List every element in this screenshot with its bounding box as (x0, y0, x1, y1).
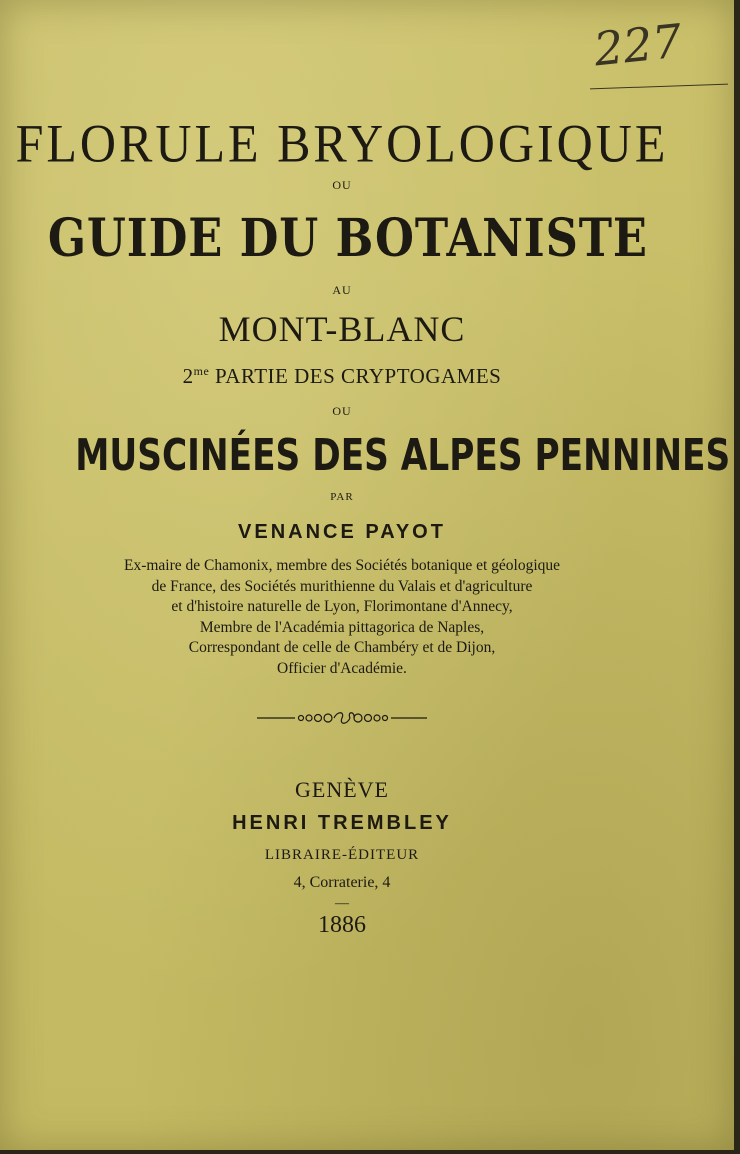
subtitle-ordinal-suffix: me (193, 364, 210, 378)
title-place: MONT-BLANC (218, 309, 466, 349)
handwritten-shelf-mark (590, 14, 730, 96)
title-muscinees: MUSCINÉES DES ALPES PENNINES (75, 430, 731, 481)
conjunction-ou-1: OU (332, 178, 352, 192)
affiliation-line: de France, des Sociétés murithienne du Valais et d'agriculture (151, 577, 533, 595)
imprint-publisher: HENRI TREMBLEY (232, 812, 452, 834)
year-dash-ornament: — (335, 896, 349, 911)
affiliation-line: et d'histoire naturelle de Lyon, Florimontane d'Annecy, (171, 598, 513, 615)
preposition-au: AU (332, 283, 352, 297)
shelf-mark-underline (590, 84, 728, 90)
conjunction-ou-2: OU (332, 404, 352, 418)
title-guide: GUIDE DU BOTANISTE (47, 208, 648, 269)
affiliation-line: Ex-maire de Chamonix, membre des Sociétés botanique et géologique (123, 557, 561, 574)
imprint-role: LIBRAIRE-ÉDITEUR (264, 847, 420, 863)
author-name: VENANCE PAYOT (238, 521, 446, 543)
shelf-number: 227 (591, 13, 685, 77)
imprint-address: 4, Corraterie, 4 (293, 874, 391, 891)
affiliation-line: Membre de l'Académia pittagorica de Naples, (199, 618, 485, 636)
affiliation-line: Officier d'Académie. (277, 659, 407, 677)
affiliation-line: Correspondant de celle de Chambéry et de Dijon, (188, 639, 496, 656)
subtitle-ordinal: 2 (182, 364, 194, 388)
imprint-year: 1886 (318, 912, 366, 938)
subtitle (0, 364, 684, 389)
title-florule: FLORULE BRYOLOGIQUE (15, 112, 669, 174)
author-affiliations (0, 556, 684, 679)
imprint-city: GENÈVE (295, 777, 389, 802)
subtitle-text: PARTIE DES CRYPTOGAMES (209, 364, 502, 388)
ornament-divider (0, 708, 684, 728)
preposition-par: PAR (330, 491, 354, 503)
